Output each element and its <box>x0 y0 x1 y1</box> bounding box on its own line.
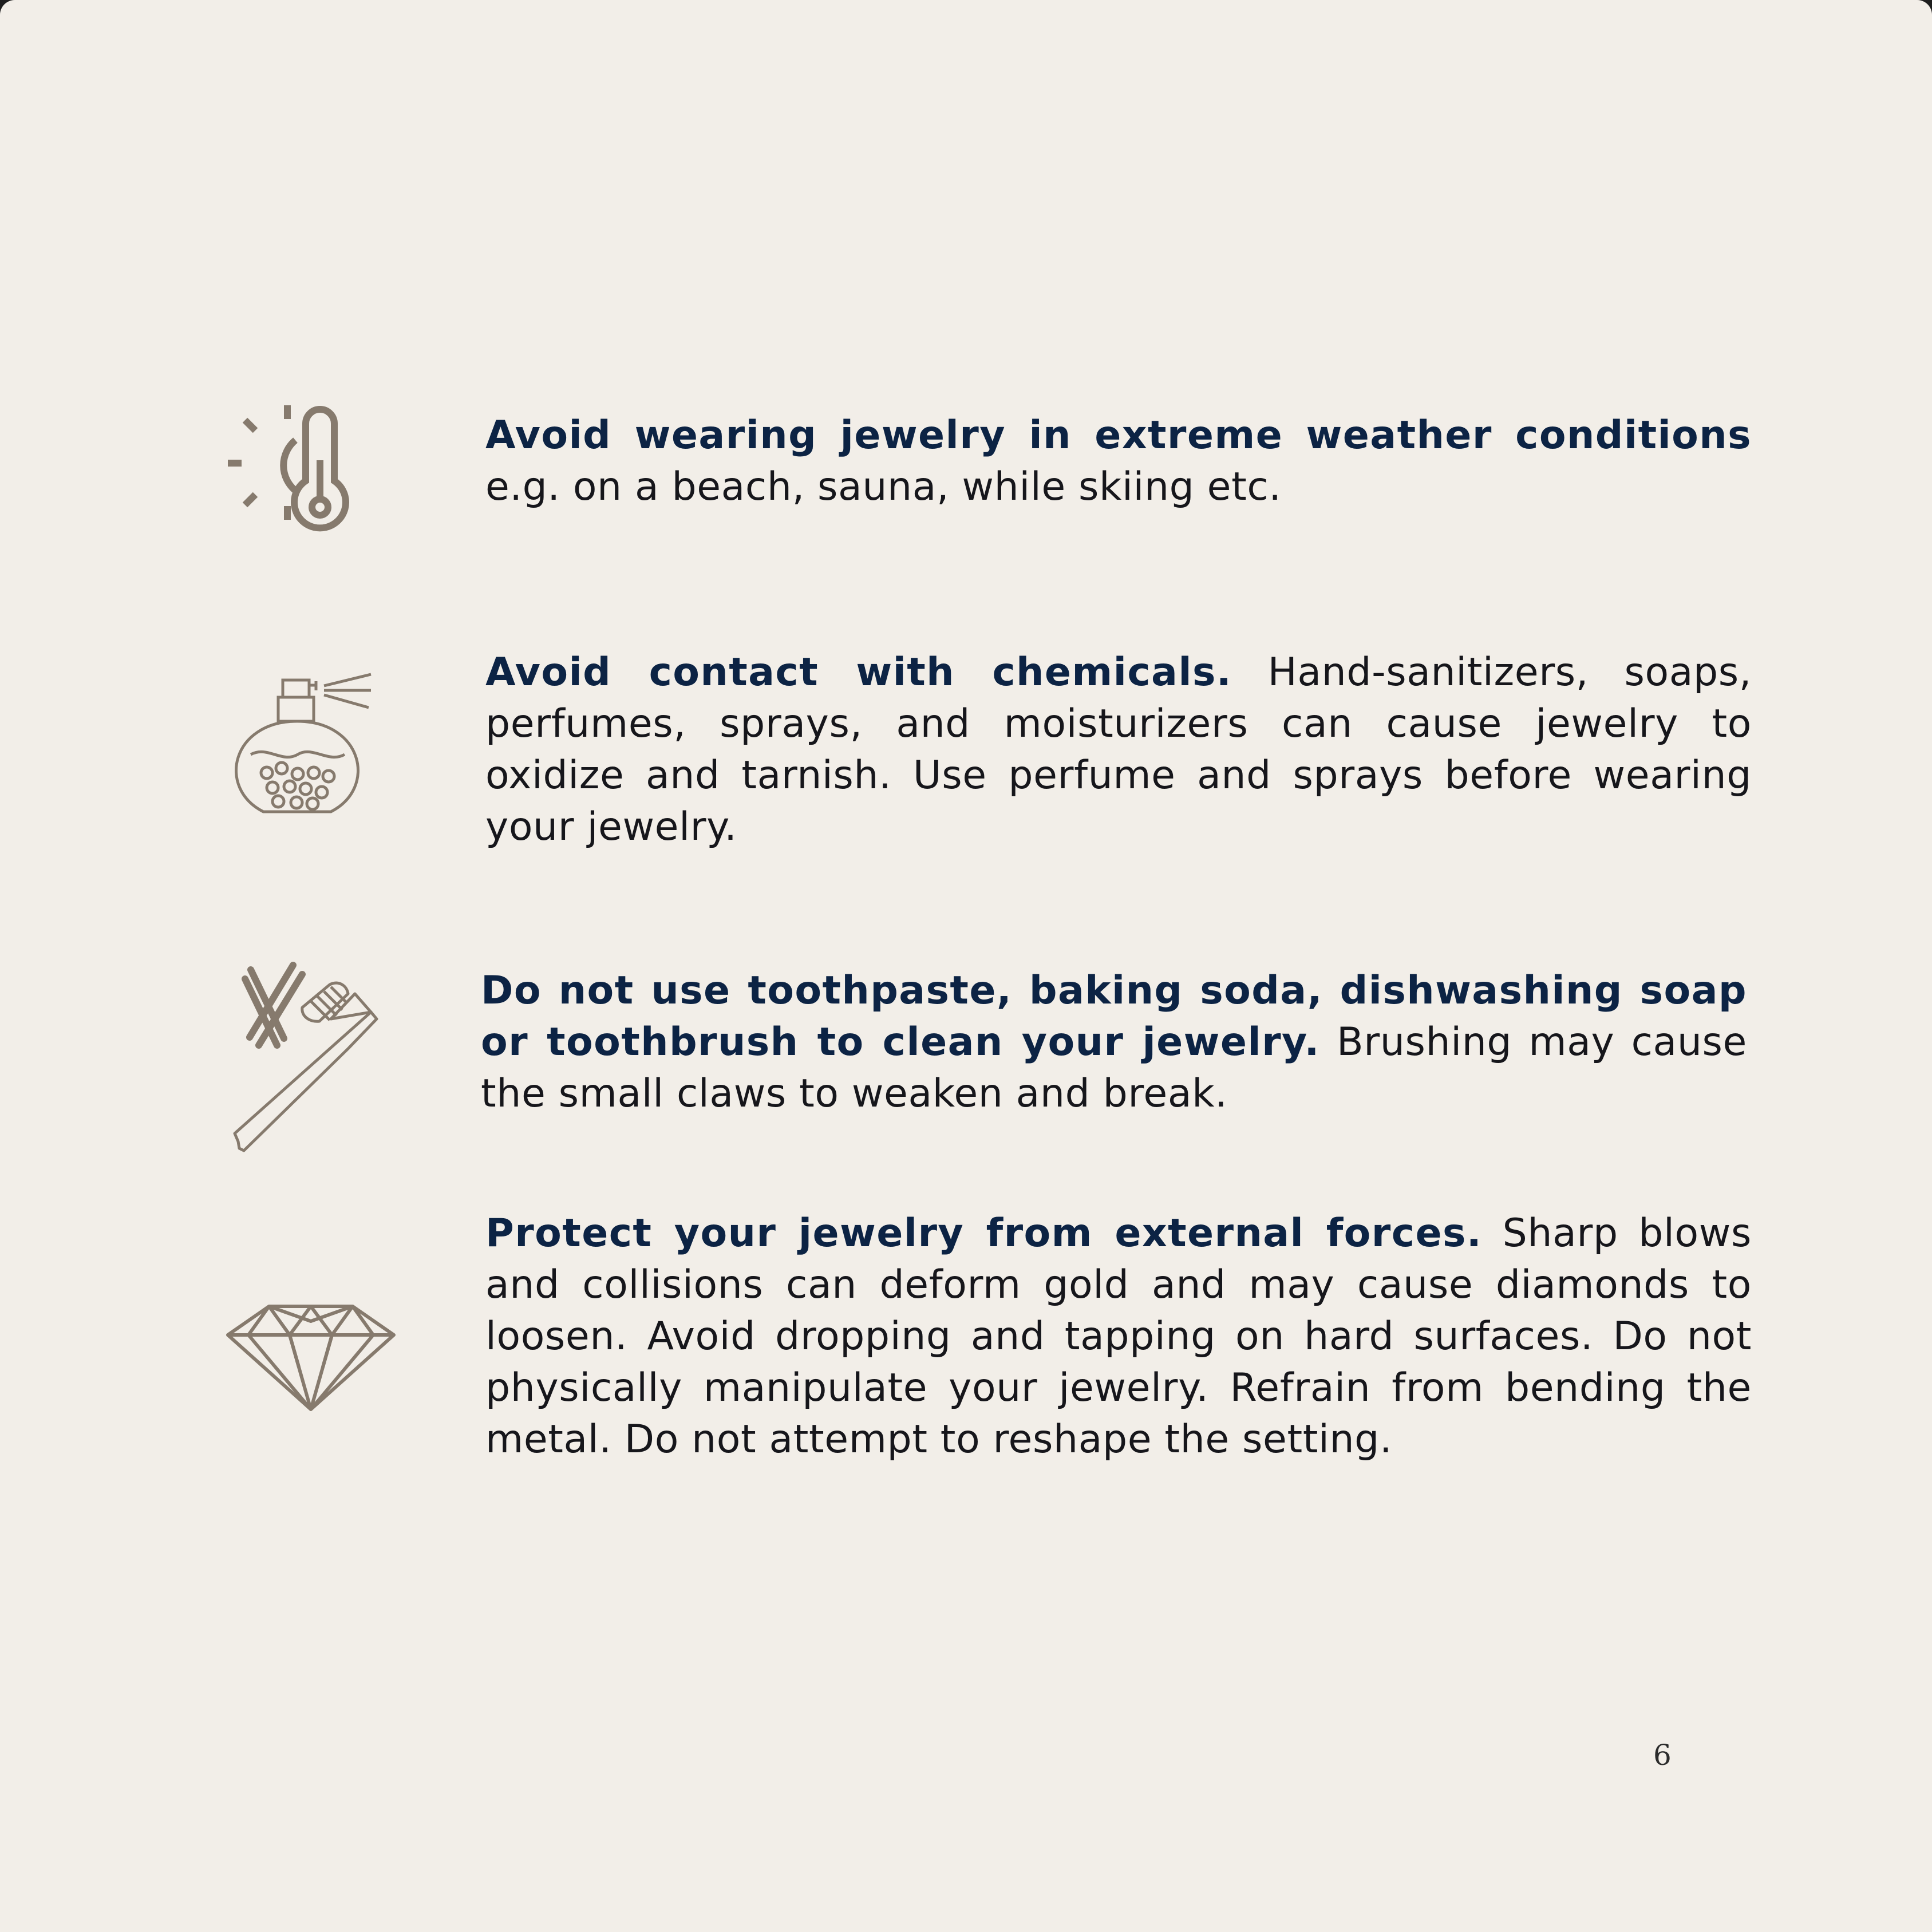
care-tip-text <box>481 965 1747 1120</box>
care-tip-body: Brushing may cause the small claws to weaken and break. <box>481 1020 1747 1116</box>
care-tip-body: e.g. on a beach, sauna, while skiing etc. <box>485 464 1282 509</box>
sun-thermometer-icon <box>228 404 359 542</box>
care-tip-body: Sharp blows and collisions can deform gold and may cause diamonds to loosen. Avoid dropping and tapping on hard surfaces. Do not physically manipulate your jewelry. Refrain from bending the metal. Do not attempt to reshape the setting. <box>485 1211 1752 1462</box>
care-tip-heading: Do not use toothpaste, baking soda, dishwashing soap or toothbrush to clean your jewelry. <box>481 968 1747 1065</box>
care-tip-heading: Avoid wearing jewelry in extreme weather conditions <box>485 413 1752 458</box>
care-tip-text <box>485 410 1752 513</box>
care-tip-heading: Protect your jewelry from external forces. <box>485 1211 1483 1256</box>
page-number: 6 <box>1653 1739 1672 1772</box>
care-tip-body: Hand-sanitizers, soaps, perfumes, sprays, and moisturizers can cause jewelry to oxidize and tarnish. Use perfume and sprays before wearing your jewelry. <box>485 650 1752 850</box>
diamond-icon <box>227 1304 395 1411</box>
care-tip-text <box>485 1208 1752 1465</box>
perfume-bottle-icon <box>245 673 378 822</box>
care-tip-heading: Avoid contact with chemicals. <box>485 650 1232 695</box>
toothbrush-icon <box>234 959 384 1154</box>
care-tip-text <box>485 647 1752 853</box>
